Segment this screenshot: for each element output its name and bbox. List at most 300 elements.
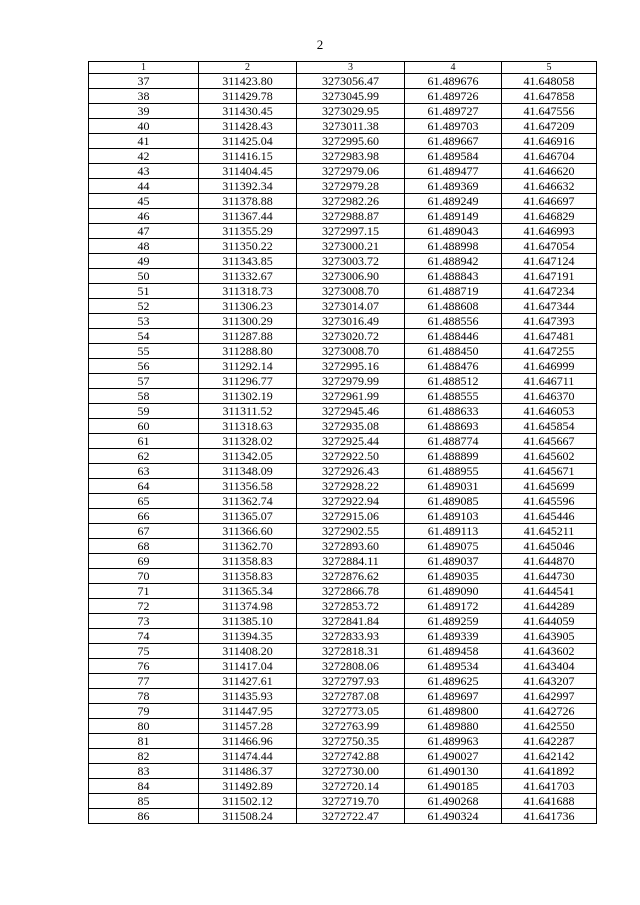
table-row	[89, 224, 597, 239]
table-row	[89, 434, 597, 449]
point-number-cell: 72	[89, 599, 199, 614]
y-coordinate-cell: 3272997.15	[297, 224, 405, 239]
point-number-cell: 42	[89, 149, 199, 164]
x-coordinate-cell: 311348.09	[199, 464, 297, 479]
table-row	[89, 329, 597, 344]
y-coordinate-cell: 3272961.99	[297, 389, 405, 404]
latitude-cell: 61.489172	[405, 599, 502, 614]
table-row	[89, 734, 597, 749]
longitude-cell: 41.646711	[502, 374, 597, 389]
y-coordinate-cell: 3273020.72	[297, 329, 405, 344]
latitude-cell: 61.488719	[405, 284, 502, 299]
longitude-cell: 41.641736	[502, 809, 597, 824]
latitude-cell: 61.490324	[405, 809, 502, 824]
y-coordinate-cell: 3272722.47	[297, 809, 405, 824]
point-number-cell: 38	[89, 89, 199, 104]
latitude-cell: 61.490130	[405, 764, 502, 779]
x-coordinate-cell: 311492.89	[199, 779, 297, 794]
latitude-cell: 61.489625	[405, 674, 502, 689]
y-coordinate-cell: 3273000.21	[297, 239, 405, 254]
y-coordinate-cell: 3273016.49	[297, 314, 405, 329]
longitude-cell: 41.645602	[502, 449, 597, 464]
latitude-cell: 61.488899	[405, 449, 502, 464]
x-coordinate-cell: 311425.04	[199, 134, 297, 149]
longitude-cell: 41.641892	[502, 764, 597, 779]
y-coordinate-cell: 3272979.28	[297, 179, 405, 194]
x-coordinate-cell: 311292.14	[199, 359, 297, 374]
table-row	[89, 404, 597, 419]
point-number-cell: 47	[89, 224, 199, 239]
x-coordinate-cell: 311362.70	[199, 539, 297, 554]
latitude-cell: 61.489727	[405, 104, 502, 119]
point-number-cell: 56	[89, 359, 199, 374]
table-body	[89, 74, 597, 824]
table-row	[89, 344, 597, 359]
longitude-cell: 41.644541	[502, 584, 597, 599]
y-coordinate-cell: 3273011.38	[297, 119, 405, 134]
y-coordinate-cell: 3272928.22	[297, 479, 405, 494]
longitude-cell: 41.647054	[502, 239, 597, 254]
y-coordinate-cell: 3273006.90	[297, 269, 405, 284]
longitude-cell: 41.647255	[502, 344, 597, 359]
x-coordinate-cell: 311342.05	[199, 449, 297, 464]
point-number-cell: 44	[89, 179, 199, 194]
longitude-cell: 41.645671	[502, 464, 597, 479]
latitude-cell: 61.489090	[405, 584, 502, 599]
point-number-cell: 79	[89, 704, 199, 719]
y-coordinate-cell: 3272983.98	[297, 149, 405, 164]
latitude-cell: 61.488633	[405, 404, 502, 419]
longitude-cell: 41.647481	[502, 329, 597, 344]
x-coordinate-cell: 311416.15	[199, 149, 297, 164]
longitude-cell: 41.644289	[502, 599, 597, 614]
y-coordinate-cell: 3272995.16	[297, 359, 405, 374]
y-coordinate-cell: 3272833.93	[297, 629, 405, 644]
table-row	[89, 584, 597, 599]
longitude-cell: 41.645046	[502, 539, 597, 554]
point-number-cell: 80	[89, 719, 199, 734]
longitude-cell: 41.646370	[502, 389, 597, 404]
latitude-cell: 61.488843	[405, 269, 502, 284]
table-row	[89, 149, 597, 164]
table-row	[89, 494, 597, 509]
latitude-cell: 61.489369	[405, 179, 502, 194]
x-coordinate-cell: 311318.73	[199, 284, 297, 299]
x-coordinate-cell: 311378.88	[199, 194, 297, 209]
table-row	[89, 299, 597, 314]
latitude-cell: 61.489800	[405, 704, 502, 719]
point-number-cell: 48	[89, 239, 199, 254]
y-coordinate-cell: 3272979.99	[297, 374, 405, 389]
x-coordinate-cell: 311365.07	[199, 509, 297, 524]
longitude-cell: 41.646620	[502, 164, 597, 179]
x-coordinate-cell: 311356.58	[199, 479, 297, 494]
point-number-cell: 68	[89, 539, 199, 554]
x-coordinate-cell: 311355.29	[199, 224, 297, 239]
point-number-cell: 45	[89, 194, 199, 209]
table-row	[89, 659, 597, 674]
latitude-cell: 61.489103	[405, 509, 502, 524]
longitude-cell: 41.645596	[502, 494, 597, 509]
y-coordinate-cell: 3272787.08	[297, 689, 405, 704]
y-coordinate-cell: 3272720.14	[297, 779, 405, 794]
latitude-cell: 61.489249	[405, 194, 502, 209]
x-coordinate-cell: 311366.60	[199, 524, 297, 539]
y-coordinate-cell: 3272988.87	[297, 209, 405, 224]
table-row	[89, 674, 597, 689]
point-number-cell: 70	[89, 569, 199, 584]
point-number-cell: 62	[89, 449, 199, 464]
x-coordinate-cell: 311318.63	[199, 419, 297, 434]
y-coordinate-cell: 3272818.31	[297, 644, 405, 659]
longitude-cell: 41.646704	[502, 149, 597, 164]
point-number-cell: 82	[89, 749, 199, 764]
x-coordinate-cell: 311287.88	[199, 329, 297, 344]
table-row	[89, 134, 597, 149]
latitude-cell: 61.488774	[405, 434, 502, 449]
longitude-cell: 41.641703	[502, 779, 597, 794]
longitude-cell: 41.645211	[502, 524, 597, 539]
longitude-cell: 41.646697	[502, 194, 597, 209]
longitude-cell: 41.644059	[502, 614, 597, 629]
point-number-cell: 60	[89, 419, 199, 434]
longitude-cell: 41.647393	[502, 314, 597, 329]
latitude-cell: 61.489667	[405, 134, 502, 149]
table-row	[89, 599, 597, 614]
x-coordinate-cell: 311508.24	[199, 809, 297, 824]
table-row	[89, 554, 597, 569]
y-coordinate-cell: 3272884.11	[297, 554, 405, 569]
table-row	[89, 449, 597, 464]
latitude-cell: 61.488512	[405, 374, 502, 389]
table-row	[89, 164, 597, 179]
x-coordinate-cell: 311486.37	[199, 764, 297, 779]
point-number-cell: 64	[89, 479, 199, 494]
y-coordinate-cell: 3273008.70	[297, 344, 405, 359]
point-number-cell: 50	[89, 269, 199, 284]
latitude-cell: 61.488955	[405, 464, 502, 479]
y-coordinate-cell: 3272773.05	[297, 704, 405, 719]
latitude-cell: 61.489726	[405, 89, 502, 104]
table-row	[89, 629, 597, 644]
point-number-cell: 53	[89, 314, 199, 329]
point-number-cell: 75	[89, 644, 199, 659]
column-header: 4	[405, 62, 502, 74]
y-coordinate-cell: 3272922.50	[297, 449, 405, 464]
point-number-cell: 63	[89, 464, 199, 479]
longitude-cell: 41.642142	[502, 749, 597, 764]
y-coordinate-cell: 3272945.46	[297, 404, 405, 419]
latitude-cell: 61.489113	[405, 524, 502, 539]
x-coordinate-cell: 311430.45	[199, 104, 297, 119]
column-header: 1	[89, 62, 199, 74]
point-number-cell: 52	[89, 299, 199, 314]
x-coordinate-cell: 311300.29	[199, 314, 297, 329]
point-number-cell: 74	[89, 629, 199, 644]
latitude-cell: 61.489259	[405, 614, 502, 629]
table-row	[89, 509, 597, 524]
x-coordinate-cell: 311374.98	[199, 599, 297, 614]
latitude-cell: 61.489458	[405, 644, 502, 659]
point-number-cell: 40	[89, 119, 199, 134]
x-coordinate-cell: 311447.95	[199, 704, 297, 719]
latitude-cell: 61.488998	[405, 239, 502, 254]
longitude-cell: 41.646632	[502, 179, 597, 194]
latitude-cell: 61.488450	[405, 344, 502, 359]
table-row	[89, 89, 597, 104]
point-number-cell: 77	[89, 674, 199, 689]
table-row	[89, 209, 597, 224]
x-coordinate-cell: 311350.22	[199, 239, 297, 254]
table-row	[89, 74, 597, 89]
y-coordinate-cell: 3272750.35	[297, 734, 405, 749]
x-coordinate-cell: 311423.80	[199, 74, 297, 89]
longitude-cell: 41.642726	[502, 704, 597, 719]
point-number-cell: 86	[89, 809, 199, 824]
x-coordinate-cell: 311328.02	[199, 434, 297, 449]
point-number-cell: 39	[89, 104, 199, 119]
y-coordinate-cell: 3272763.99	[297, 719, 405, 734]
point-number-cell: 76	[89, 659, 199, 674]
longitude-cell: 41.646916	[502, 134, 597, 149]
longitude-cell: 41.647191	[502, 269, 597, 284]
x-coordinate-cell: 311332.67	[199, 269, 297, 284]
longitude-cell: 41.642287	[502, 734, 597, 749]
point-number-cell: 41	[89, 134, 199, 149]
latitude-cell: 61.489035	[405, 569, 502, 584]
y-coordinate-cell: 3272995.60	[297, 134, 405, 149]
table-row	[89, 689, 597, 704]
longitude-cell: 41.648058	[502, 74, 597, 89]
y-coordinate-cell: 3273056.47	[297, 74, 405, 89]
longitude-cell: 41.647124	[502, 254, 597, 269]
table-row	[89, 539, 597, 554]
table-row	[89, 719, 597, 734]
y-coordinate-cell: 3272925.44	[297, 434, 405, 449]
point-number-cell: 43	[89, 164, 199, 179]
latitude-cell: 61.489880	[405, 719, 502, 734]
longitude-cell: 41.643207	[502, 674, 597, 689]
longitude-cell: 41.642550	[502, 719, 597, 734]
x-coordinate-cell: 311385.10	[199, 614, 297, 629]
point-number-cell: 66	[89, 509, 199, 524]
latitude-cell: 61.489676	[405, 74, 502, 89]
latitude-cell: 61.489149	[405, 209, 502, 224]
x-coordinate-cell: 311288.80	[199, 344, 297, 359]
latitude-cell: 61.489963	[405, 734, 502, 749]
x-coordinate-cell: 311435.93	[199, 689, 297, 704]
point-number-cell: 67	[89, 524, 199, 539]
x-coordinate-cell: 311343.85	[199, 254, 297, 269]
latitude-cell: 61.489584	[405, 149, 502, 164]
latitude-cell: 61.488608	[405, 299, 502, 314]
table-row	[89, 179, 597, 194]
latitude-cell: 61.489703	[405, 119, 502, 134]
x-coordinate-cell: 311408.20	[199, 644, 297, 659]
longitude-cell: 41.641688	[502, 794, 597, 809]
longitude-cell: 41.646053	[502, 404, 597, 419]
x-coordinate-cell: 311466.96	[199, 734, 297, 749]
point-number-cell: 59	[89, 404, 199, 419]
latitude-cell: 61.488555	[405, 389, 502, 404]
latitude-cell: 61.489043	[405, 224, 502, 239]
table-row	[89, 314, 597, 329]
x-coordinate-cell: 311427.61	[199, 674, 297, 689]
latitude-cell: 61.488476	[405, 359, 502, 374]
y-coordinate-cell: 3272730.00	[297, 764, 405, 779]
x-coordinate-cell: 311367.44	[199, 209, 297, 224]
table-row	[89, 419, 597, 434]
y-coordinate-cell: 3273014.07	[297, 299, 405, 314]
latitude-cell: 61.489085	[405, 494, 502, 509]
y-coordinate-cell: 3272922.94	[297, 494, 405, 509]
y-coordinate-cell: 3272719.70	[297, 794, 405, 809]
table-row	[89, 194, 597, 209]
latitude-cell: 61.488942	[405, 254, 502, 269]
x-coordinate-cell: 311417.04	[199, 659, 297, 674]
longitude-cell: 41.645667	[502, 434, 597, 449]
x-coordinate-cell: 311474.44	[199, 749, 297, 764]
y-coordinate-cell: 3272866.78	[297, 584, 405, 599]
longitude-cell: 41.647234	[502, 284, 597, 299]
x-coordinate-cell: 311311.52	[199, 404, 297, 419]
table-row	[89, 779, 597, 794]
y-coordinate-cell: 3272808.06	[297, 659, 405, 674]
y-coordinate-cell: 3273003.72	[297, 254, 405, 269]
latitude-cell: 61.489031	[405, 479, 502, 494]
page-number: 2	[316, 37, 324, 52]
y-coordinate-cell: 3272926.43	[297, 464, 405, 479]
column-header: 2	[199, 62, 297, 74]
x-coordinate-cell: 311404.45	[199, 164, 297, 179]
latitude-cell: 61.489037	[405, 554, 502, 569]
table-row	[89, 119, 597, 134]
longitude-cell: 41.647858	[502, 89, 597, 104]
table-row	[89, 389, 597, 404]
table-row	[89, 374, 597, 389]
x-coordinate-cell: 311457.28	[199, 719, 297, 734]
y-coordinate-cell: 3272797.93	[297, 674, 405, 689]
x-coordinate-cell: 311428.43	[199, 119, 297, 134]
table-row	[89, 479, 597, 494]
latitude-cell: 61.489339	[405, 629, 502, 644]
x-coordinate-cell: 311296.77	[199, 374, 297, 389]
y-coordinate-cell: 3273008.70	[297, 284, 405, 299]
table-row	[89, 254, 597, 269]
table-row	[89, 614, 597, 629]
x-coordinate-cell: 311306.23	[199, 299, 297, 314]
longitude-cell: 41.642997	[502, 689, 597, 704]
y-coordinate-cell: 3273045.99	[297, 89, 405, 104]
table-row	[89, 704, 597, 719]
point-number-cell: 46	[89, 209, 199, 224]
latitude-cell: 61.489075	[405, 539, 502, 554]
x-coordinate-cell: 311429.78	[199, 89, 297, 104]
x-coordinate-cell: 311302.19	[199, 389, 297, 404]
longitude-cell: 41.644870	[502, 554, 597, 569]
table-row	[89, 104, 597, 119]
table-row	[89, 524, 597, 539]
latitude-cell: 61.490268	[405, 794, 502, 809]
x-coordinate-cell: 311362.74	[199, 494, 297, 509]
table-row	[89, 794, 597, 809]
point-number-cell: 65	[89, 494, 199, 509]
x-coordinate-cell: 311365.34	[199, 584, 297, 599]
column-header: 5	[502, 62, 597, 74]
point-number-cell: 69	[89, 554, 199, 569]
x-coordinate-cell: 311358.83	[199, 569, 297, 584]
latitude-cell: 61.490185	[405, 779, 502, 794]
table-row	[89, 464, 597, 479]
table-row	[89, 644, 597, 659]
point-number-cell: 54	[89, 329, 199, 344]
longitude-cell: 41.643905	[502, 629, 597, 644]
longitude-cell: 41.645854	[502, 419, 597, 434]
latitude-cell: 61.489534	[405, 659, 502, 674]
table-row	[89, 269, 597, 284]
latitude-cell: 61.490027	[405, 749, 502, 764]
y-coordinate-cell: 3272853.72	[297, 599, 405, 614]
table-header-row	[89, 62, 597, 74]
x-coordinate-cell: 311394.35	[199, 629, 297, 644]
y-coordinate-cell: 3272876.62	[297, 569, 405, 584]
longitude-cell: 41.645446	[502, 509, 597, 524]
y-coordinate-cell: 3272742.88	[297, 749, 405, 764]
point-number-cell: 71	[89, 584, 199, 599]
point-number-cell: 85	[89, 794, 199, 809]
longitude-cell: 41.647344	[502, 299, 597, 314]
y-coordinate-cell: 3272893.60	[297, 539, 405, 554]
longitude-cell: 41.647556	[502, 104, 597, 119]
point-number-cell: 37	[89, 74, 199, 89]
x-coordinate-cell: 311358.83	[199, 554, 297, 569]
column-header: 3	[297, 62, 405, 74]
table-row	[89, 809, 597, 824]
coordinates-table	[88, 61, 597, 824]
latitude-cell: 61.488446	[405, 329, 502, 344]
y-coordinate-cell: 3272982.26	[297, 194, 405, 209]
x-coordinate-cell: 311502.12	[199, 794, 297, 809]
point-number-cell: 61	[89, 434, 199, 449]
table-row	[89, 569, 597, 584]
y-coordinate-cell: 3272915.06	[297, 509, 405, 524]
longitude-cell: 41.647209	[502, 119, 597, 134]
point-number-cell: 49	[89, 254, 199, 269]
point-number-cell: 84	[89, 779, 199, 794]
y-coordinate-cell: 3272979.06	[297, 164, 405, 179]
latitude-cell: 61.488556	[405, 314, 502, 329]
point-number-cell: 81	[89, 734, 199, 749]
point-number-cell: 51	[89, 284, 199, 299]
table-row	[89, 284, 597, 299]
y-coordinate-cell: 3272841.84	[297, 614, 405, 629]
longitude-cell: 41.643602	[502, 644, 597, 659]
x-coordinate-cell: 311392.34	[199, 179, 297, 194]
table-row	[89, 764, 597, 779]
longitude-cell: 41.644730	[502, 569, 597, 584]
y-coordinate-cell: 3272902.55	[297, 524, 405, 539]
longitude-cell: 41.643404	[502, 659, 597, 674]
table-row	[89, 359, 597, 374]
longitude-cell: 41.646999	[502, 359, 597, 374]
y-coordinate-cell: 3272935.08	[297, 419, 405, 434]
point-number-cell: 73	[89, 614, 199, 629]
table-row	[89, 239, 597, 254]
longitude-cell: 41.646993	[502, 224, 597, 239]
latitude-cell: 61.488693	[405, 419, 502, 434]
point-number-cell: 57	[89, 374, 199, 389]
y-coordinate-cell: 3273029.95	[297, 104, 405, 119]
